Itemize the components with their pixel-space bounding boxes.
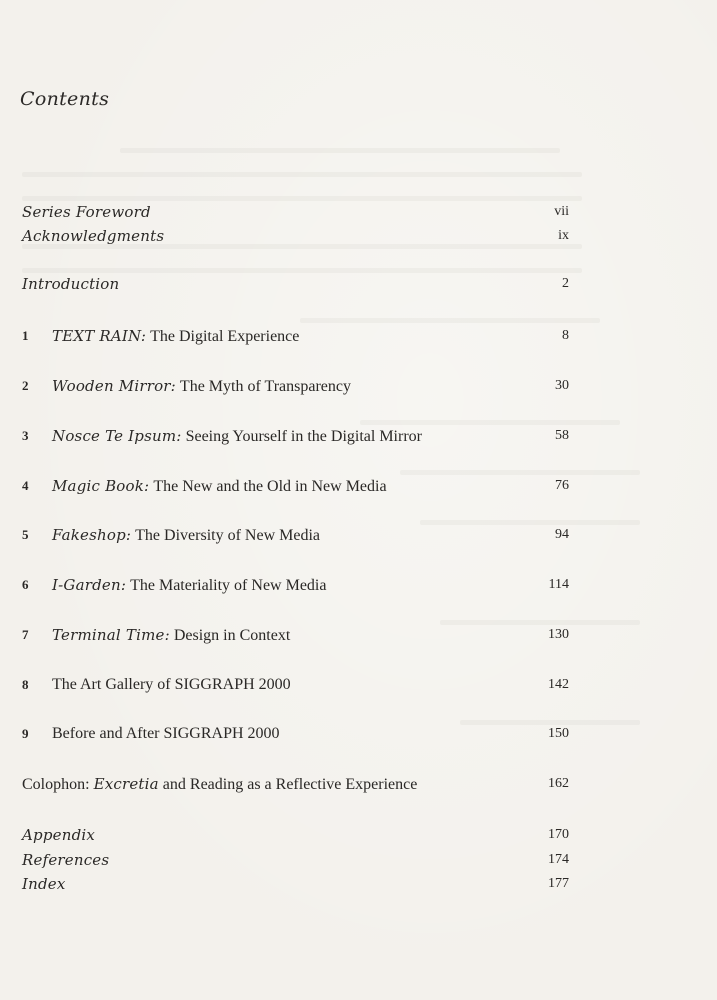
colophon-title-line bbox=[22, 775, 417, 794]
chapter-subtitle: Seeing Yourself in the Digital Mirror bbox=[185, 427, 422, 445]
toc-page-number: 174 bbox=[548, 852, 569, 867]
toc-page-number: 162 bbox=[548, 776, 569, 791]
chapter-number: 8 bbox=[22, 677, 29, 692]
toc-entry-chapter-2[interactable] bbox=[0, 374, 717, 398]
toc-page-number: ix bbox=[558, 228, 569, 243]
chapter-script-title: I-Garden: bbox=[52, 575, 127, 594]
toc-page-number: 94 bbox=[555, 527, 569, 542]
toc-entry-chapter-1[interactable] bbox=[0, 324, 717, 348]
toc-page-number: 30 bbox=[555, 378, 569, 393]
chapter-title-line bbox=[52, 676, 291, 694]
chapter-script-title: Terminal Time: bbox=[52, 625, 170, 644]
toc-page-number: 170 bbox=[548, 827, 569, 842]
toc-entry-chapter-8[interactable] bbox=[0, 673, 717, 697]
toc-page-number: 2 bbox=[562, 276, 569, 291]
toc-entry-chapter-7[interactable] bbox=[0, 623, 717, 647]
toc-entry-label: References bbox=[22, 851, 110, 869]
toc-page-number: 8 bbox=[562, 328, 569, 343]
colophon-script-word: Excretia bbox=[93, 774, 159, 793]
chapter-number: 9 bbox=[22, 726, 29, 741]
toc-page-number: 177 bbox=[548, 876, 569, 891]
toc-entry-index[interactable] bbox=[0, 872, 717, 896]
toc-entry-chapter-9[interactable] bbox=[0, 722, 717, 746]
toc-page-number: vii bbox=[554, 204, 569, 219]
chapter-number: 3 bbox=[22, 428, 29, 443]
chapter-script-title: Nosce Te Ipsum: bbox=[52, 426, 182, 445]
chapter-subtitle: Design in Context bbox=[173, 626, 291, 644]
toc-entry-acknowledgments[interactable] bbox=[0, 224, 717, 248]
chapter-number: 4 bbox=[22, 478, 29, 493]
colophon-prefix: Colophon: bbox=[22, 775, 90, 793]
toc-entry-chapter-3[interactable] bbox=[0, 424, 717, 448]
toc-page-number: 142 bbox=[548, 677, 569, 692]
toc-page-number: 130 bbox=[548, 627, 569, 642]
chapter-title-line bbox=[52, 377, 351, 396]
toc-entry-label: Index bbox=[22, 875, 66, 893]
toc-page-number: 114 bbox=[548, 577, 569, 592]
chapter-title-line bbox=[52, 526, 320, 545]
chapter-title-line bbox=[52, 477, 387, 496]
toc-page-number: 150 bbox=[548, 726, 569, 741]
chapter-script-title: Magic Book: bbox=[52, 476, 150, 495]
chapter-title-line bbox=[52, 626, 290, 645]
toc-entry-label: Introduction bbox=[22, 275, 120, 293]
toc-page-number: 58 bbox=[555, 428, 569, 443]
toc-entry-chapter-4[interactable] bbox=[0, 474, 717, 498]
colophon-suffix: and Reading as a Reflective Experience bbox=[162, 775, 418, 793]
chapter-script-title: TEXT RAIN: bbox=[52, 326, 147, 345]
chapter-subtitle: The Diversity of New Media bbox=[135, 526, 320, 544]
chapter-subtitle: The Digital Experience bbox=[150, 327, 300, 345]
toc-entry-series-foreword[interactable] bbox=[0, 200, 717, 224]
chapter-number: 5 bbox=[22, 527, 29, 542]
chapter-number: 2 bbox=[22, 378, 29, 393]
toc-entry-appendix[interactable] bbox=[0, 823, 717, 847]
chapter-subtitle: The Myth of Transparency bbox=[179, 377, 352, 395]
chapter-script-title: Wooden Mirror: bbox=[52, 376, 176, 395]
toc-entry-colophon[interactable] bbox=[0, 772, 717, 796]
chapter-title-line bbox=[52, 427, 422, 446]
chapter-subtitle: The New and the Old in New Media bbox=[153, 477, 387, 495]
chapter-number: 7 bbox=[22, 627, 29, 642]
chapter-title-line bbox=[52, 576, 326, 595]
toc-entry-chapter-5[interactable] bbox=[0, 523, 717, 547]
chapter-number: 1 bbox=[22, 328, 29, 343]
contents-heading: Contents bbox=[20, 88, 110, 110]
toc-page-number: 76 bbox=[555, 478, 569, 493]
chapter-subtitle: The Materiality of New Media bbox=[130, 576, 327, 594]
toc-entry-label: Series Foreword bbox=[22, 203, 151, 221]
chapter-title-line bbox=[52, 725, 280, 743]
chapter-subtitle: The Art Gallery of SIGGRAPH 2000 bbox=[52, 676, 291, 693]
chapter-subtitle: Before and After SIGGRAPH 2000 bbox=[52, 725, 280, 742]
toc-entry-references[interactable] bbox=[0, 848, 717, 872]
toc-entry-introduction[interactable] bbox=[0, 272, 717, 296]
chapter-number: 6 bbox=[22, 577, 29, 592]
toc-entry-chapter-6[interactable] bbox=[0, 573, 717, 597]
toc-entry-label: Acknowledgments bbox=[22, 227, 165, 245]
chapter-title-line bbox=[52, 327, 299, 346]
chapter-script-title: Fakeshop: bbox=[52, 525, 132, 544]
toc-entry-label: Appendix bbox=[22, 826, 96, 844]
